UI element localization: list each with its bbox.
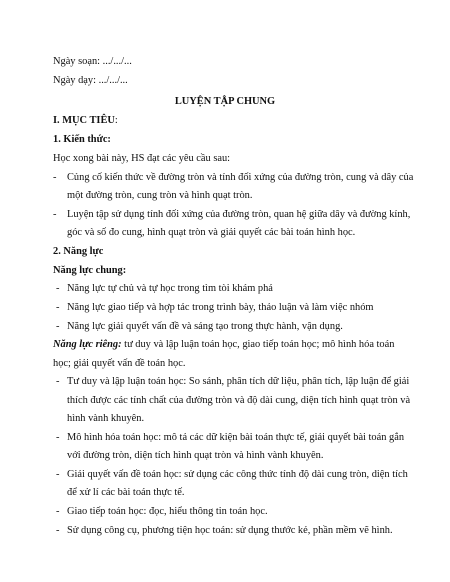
specific-item-1-line-2: thích được các tính chất của đường tròn và độ dài cung, diện tích hình quạt tròn và — [67, 395, 411, 406]
list-bullet: - — [56, 469, 60, 480]
list-bullet: - — [56, 506, 60, 517]
subheading-knowledge: 1. Kiến thức: — [53, 134, 111, 145]
knowledge-item-1-line-1: Củng cố kiến thức về đường tròn và tính đối xứng của đường tròn, cung và dây của — [67, 172, 414, 183]
knowledge-item-2-line-2: góc và số đo cung, hình quạt tròn và giải quyết các bài toán hình học. — [67, 227, 356, 238]
list-bullet: - — [56, 302, 60, 313]
date-taught: Ngày dạy: .../.../... — [53, 75, 128, 86]
date-prepared: Ngày soạn: .../.../... — [53, 56, 132, 67]
knowledge-item-1-line-2: một đường tròn, cung tròn và hình quạt tròn. — [67, 190, 253, 201]
list-bullet: - — [56, 376, 60, 387]
list-bullet: - — [53, 209, 57, 220]
list-bullet: - — [53, 172, 57, 183]
section-heading-objectives: I. MỤC TIÊU: — [53, 115, 118, 126]
specific-intro-line-2: học; giải quyết vấn đề toán học. — [53, 358, 186, 369]
specific-item-1-line-3: hình vành khuyên. — [67, 413, 145, 424]
document-title: LUYỆN TẬP CHUNG — [174, 96, 276, 107]
general-item-2: Năng lực giao tiếp và hợp tác trong trình bày, thảo luận và làm việc nhóm — [67, 302, 374, 313]
specific-item-5: Sử dụng công cụ, phương tiện học toán: sử dụng thước kẻ, phần mềm vẽ hình. — [67, 525, 393, 536]
specific-item-3-line-1: Giải quyết vấn đề toán học: sử dụng các công thức tính độ dài cung tròn, diện tích — [67, 469, 408, 480]
list-bullet: - — [56, 283, 60, 294]
specific-item-3-line-2: để xử lí các bài toán thực tế. — [67, 487, 185, 498]
general-item-3: Năng lực giải quyết vấn đề và sáng tạo trong thực hành, vận dụng. — [67, 321, 343, 332]
specific-item-4: Giao tiếp toán học: đọc, hiểu thông tin toán học. — [67, 506, 268, 517]
list-bullet: - — [56, 432, 60, 443]
list-bullet: - — [56, 321, 60, 332]
specific-item-2-line-1: Mô hình hóa toán học: mô tả các dữ kiện bài toán thực tế, giải quyết bài toán gắn — [67, 432, 405, 443]
subheading-general: Năng lực chung: — [53, 265, 127, 276]
knowledge-intro: Học xong bài này, HS đạt các yêu cầu sau: — [53, 153, 231, 164]
knowledge-item-2-line-1: Luyện tập sử dụng tính đối xứng của đường tròn, quan hệ giữa dây và đường kính, — [67, 209, 411, 220]
specific-item-1-line-1: Tư duy và lập luận toán học: So sánh, phân tích dữ liệu, phân tích, lập luận để giải — [67, 376, 410, 387]
list-bullet: - — [56, 525, 60, 536]
specific-item-2-line-2: với đường tròn, diện tích hình quạt tròn và hình vành khuyên. — [67, 450, 324, 461]
subheading-competencies: 2. Năng lực — [53, 246, 104, 257]
specific-intro-line-1: Năng lực riêng: tư duy và lập luận toán học, giao tiếp toán học; mô hình hóa toán — [53, 339, 395, 350]
general-item-1: Năng lực tự chủ và tự học trong tìm tòi khám phá — [67, 283, 273, 294]
